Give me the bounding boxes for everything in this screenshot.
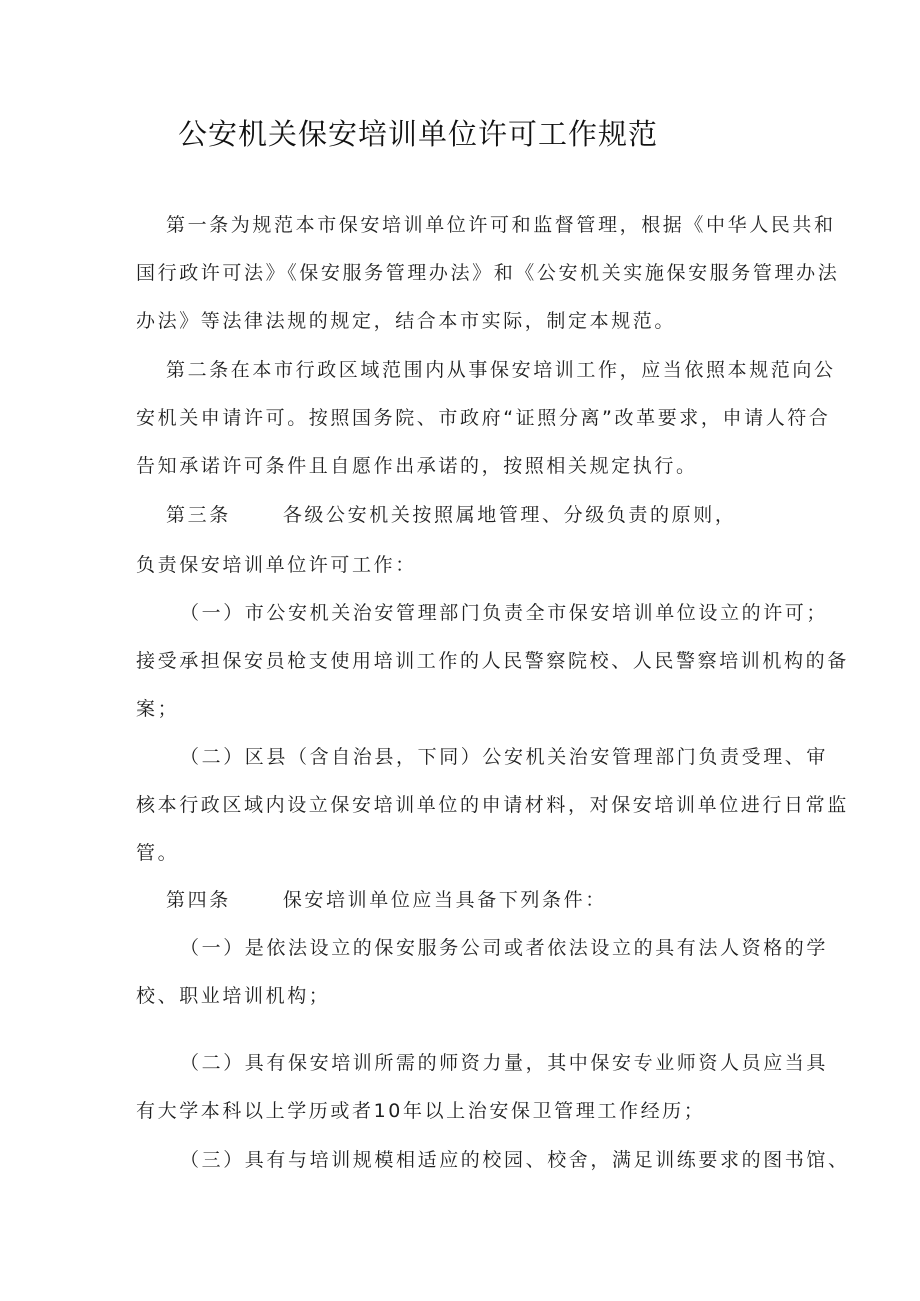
- article-3-item-2-line-2: 核本行政区域内设立保安培训单位的申请材料，对保安培训单位进行日常监: [136, 794, 849, 816]
- article-3-number: 第三条: [166, 504, 231, 526]
- article-1-line-2: 国行政许可法》《保安服务管理办法》和《公安机关实施保安服务管理办法: [136, 262, 840, 284]
- document-title: 公安机关保安培训单位许可工作规范: [178, 117, 659, 151]
- article-3-heading: [166, 500, 736, 527]
- article-3-item-1-line-1: （一）市公安机关治安管理部门负责全市保安培训单位设立的许可；: [180, 602, 829, 624]
- article-3-item-1-line-3: 案；: [136, 698, 180, 720]
- article-3-item-2-line-3: 管。: [136, 842, 180, 864]
- article-1-line-3: 办法》等法律法规的规定，结合本市实际，制定本规范。: [136, 310, 677, 332]
- article-4-item-1-line-2: 校、职业培训机构；: [136, 985, 331, 1007]
- article-4-item-2-line-1: （二）具有保安培训所需的师资力量，其中保安专业师资人员应当具: [180, 1052, 829, 1074]
- article-4-number: 第四条: [166, 889, 231, 911]
- article-3-item-1-line-2: 接受承担保安员枪支使用培训工作的人民警察院校、人民警察培训机构的备: [136, 650, 849, 672]
- article-2-line-3: 告知承诺许可条件且自愿作出承诺的，按照相关规定执行。: [136, 455, 698, 477]
- article-4-item-1-line-1: （一）是依法设立的保安服务公司或者依法设立的具有法人资格的学: [180, 937, 829, 959]
- article-2-line-2: 安机关申请许可。按照国务院、市政府“证照分离”改革要求，申请人符合: [136, 407, 831, 429]
- article-3-text: 各级公安机关按照属地管理、分级负责的原则，: [282, 504, 737, 526]
- article-4-item-3-line-1: （三）具有与培训规模相适应的校园、校舍，满足训练要求的图书馆、: [180, 1149, 850, 1171]
- article-2-line-1: 第二条在本市行政区域范围内从事保安培训工作，应当依照本规范向公: [166, 359, 836, 381]
- article-4-heading: [166, 885, 607, 912]
- article-3-line-2: 负责保安培训单位许可工作：: [136, 554, 417, 576]
- article-4-item-2-line-2: 有大学本科以上学历或者10年以上治安保卫管理工作经历；: [136, 1100, 706, 1122]
- article-3-item-2-line-1: （二）区县（含自治县，下同）公安机关治安管理部门负责受理、审: [180, 746, 829, 768]
- article-4-text: 保安培训单位应当具备下列条件：: [282, 889, 607, 911]
- article-1-line-1: 第一条为规范本市保安培训单位许可和监督管理，根据《中华人民共和: [166, 214, 836, 236]
